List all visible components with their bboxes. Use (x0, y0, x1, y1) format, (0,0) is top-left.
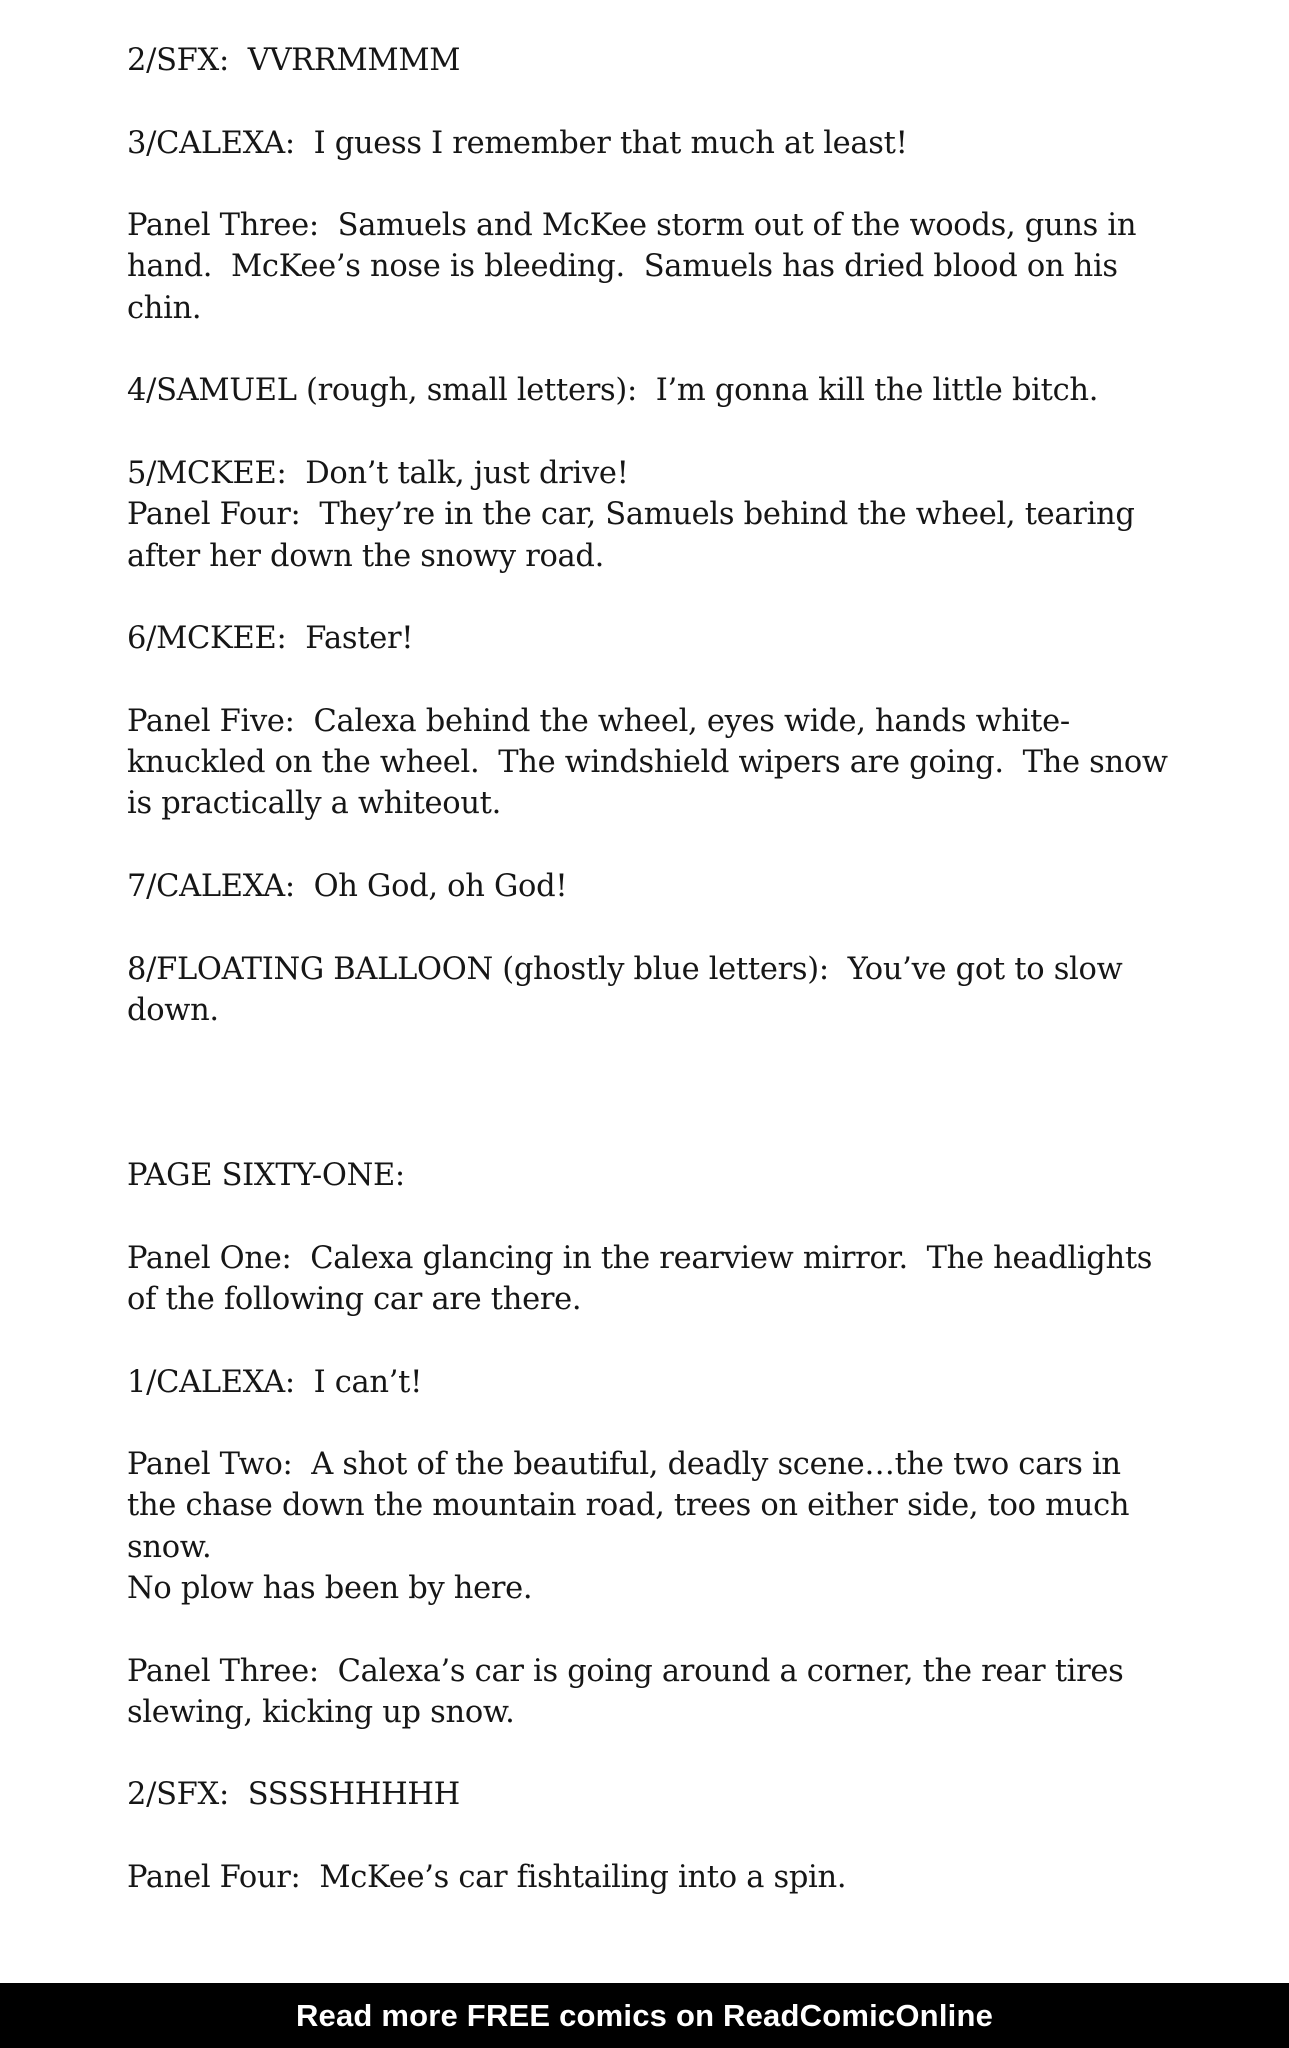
script-line: knuckled on the wheel. The windshield wipers are going. The snow (127, 745, 1168, 781)
footer-banner (0, 1983, 1289, 2048)
blank-line (127, 907, 1247, 948)
script-line: down. (127, 992, 219, 1028)
script-line: snow. (127, 1529, 212, 1565)
blank-line (127, 81, 1247, 122)
script-line: 6/MCKEE: Faster! (127, 621, 414, 657)
blank-line (127, 659, 1247, 700)
blank-line (127, 1114, 1247, 1155)
footer-link[interactable]: Read more FREE comics on ReadComicOnline (295, 1997, 994, 2033)
script-line: the chase down the mountain road, trees on either side, too much (127, 1488, 1130, 1524)
blank-line (127, 1196, 1247, 1237)
blank-line (127, 1320, 1247, 1361)
blank-line (127, 1031, 1247, 1072)
script-line: 2/SFX: VVRRMMMM (127, 43, 461, 78)
script-line: Panel Two: A shot of the beautiful, deadly scene…the two cars in (127, 1447, 1121, 1483)
blank-line (127, 825, 1247, 866)
script-line: hand. McKee’s nose is bleeding. Samuels has dried blood on his (127, 249, 1118, 285)
script-line: No plow has been by here. (127, 1570, 533, 1606)
blank-line (127, 1403, 1247, 1444)
script-line: Panel Four: They’re in the car, Samuels behind the wheel, tearing (127, 497, 1135, 533)
blank-line (127, 577, 1247, 618)
script-line: is practically a whiteout. (127, 786, 502, 822)
blank-line (127, 1609, 1247, 1650)
script-line: Panel Four: McKee’s car fishtailing into a spin. (127, 1860, 847, 1896)
script-line: 8/FLOATING BALLOON (ghostly blue letters): You’ve got to slow (127, 951, 1123, 987)
script-line: 3/CALEXA: I guess I remember that much at least! (127, 125, 908, 161)
script-line: PAGE SIXTY-ONE: (127, 1158, 405, 1194)
script-line: Panel Three: Samuels and McKee storm out of the woods, guns in (127, 208, 1137, 244)
blank-line (127, 329, 1247, 370)
blank-line (127, 1816, 1247, 1857)
script-line: Panel Three: Calexa’s car is going around a corner, the rear tires (127, 1653, 1124, 1689)
script-line: slewing, kicking up snow. (127, 1694, 515, 1730)
blank-line (127, 164, 1247, 205)
script-body (127, 40, 1247, 1898)
script-line: of the following car are there. (127, 1281, 582, 1317)
blank-line (127, 1072, 1247, 1113)
script-line: 5/MCKEE: Don’t talk, just drive! (127, 455, 629, 491)
script-line: after her down the snowy road. (127, 538, 605, 574)
script-line: 1/CALEXA: I can’t! (127, 1364, 423, 1400)
blank-line (127, 412, 1247, 453)
script-line: Panel Five: Calexa behind the wheel, eyes wide, hands white- (127, 703, 1070, 739)
script-line: 2/SFX: SSSSHHHHH (127, 1777, 460, 1813)
script-line: chin. (127, 290, 202, 326)
script-line: 7/CALEXA: Oh God, oh God! (127, 868, 568, 904)
script-line: 4/SAMUEL (rough, small letters): I’m gonna kill the little bitch. (127, 373, 1099, 409)
blank-line (127, 1733, 1247, 1774)
script-line: Panel One: Calexa glancing in the rearview mirror. The headlights (127, 1240, 1153, 1276)
